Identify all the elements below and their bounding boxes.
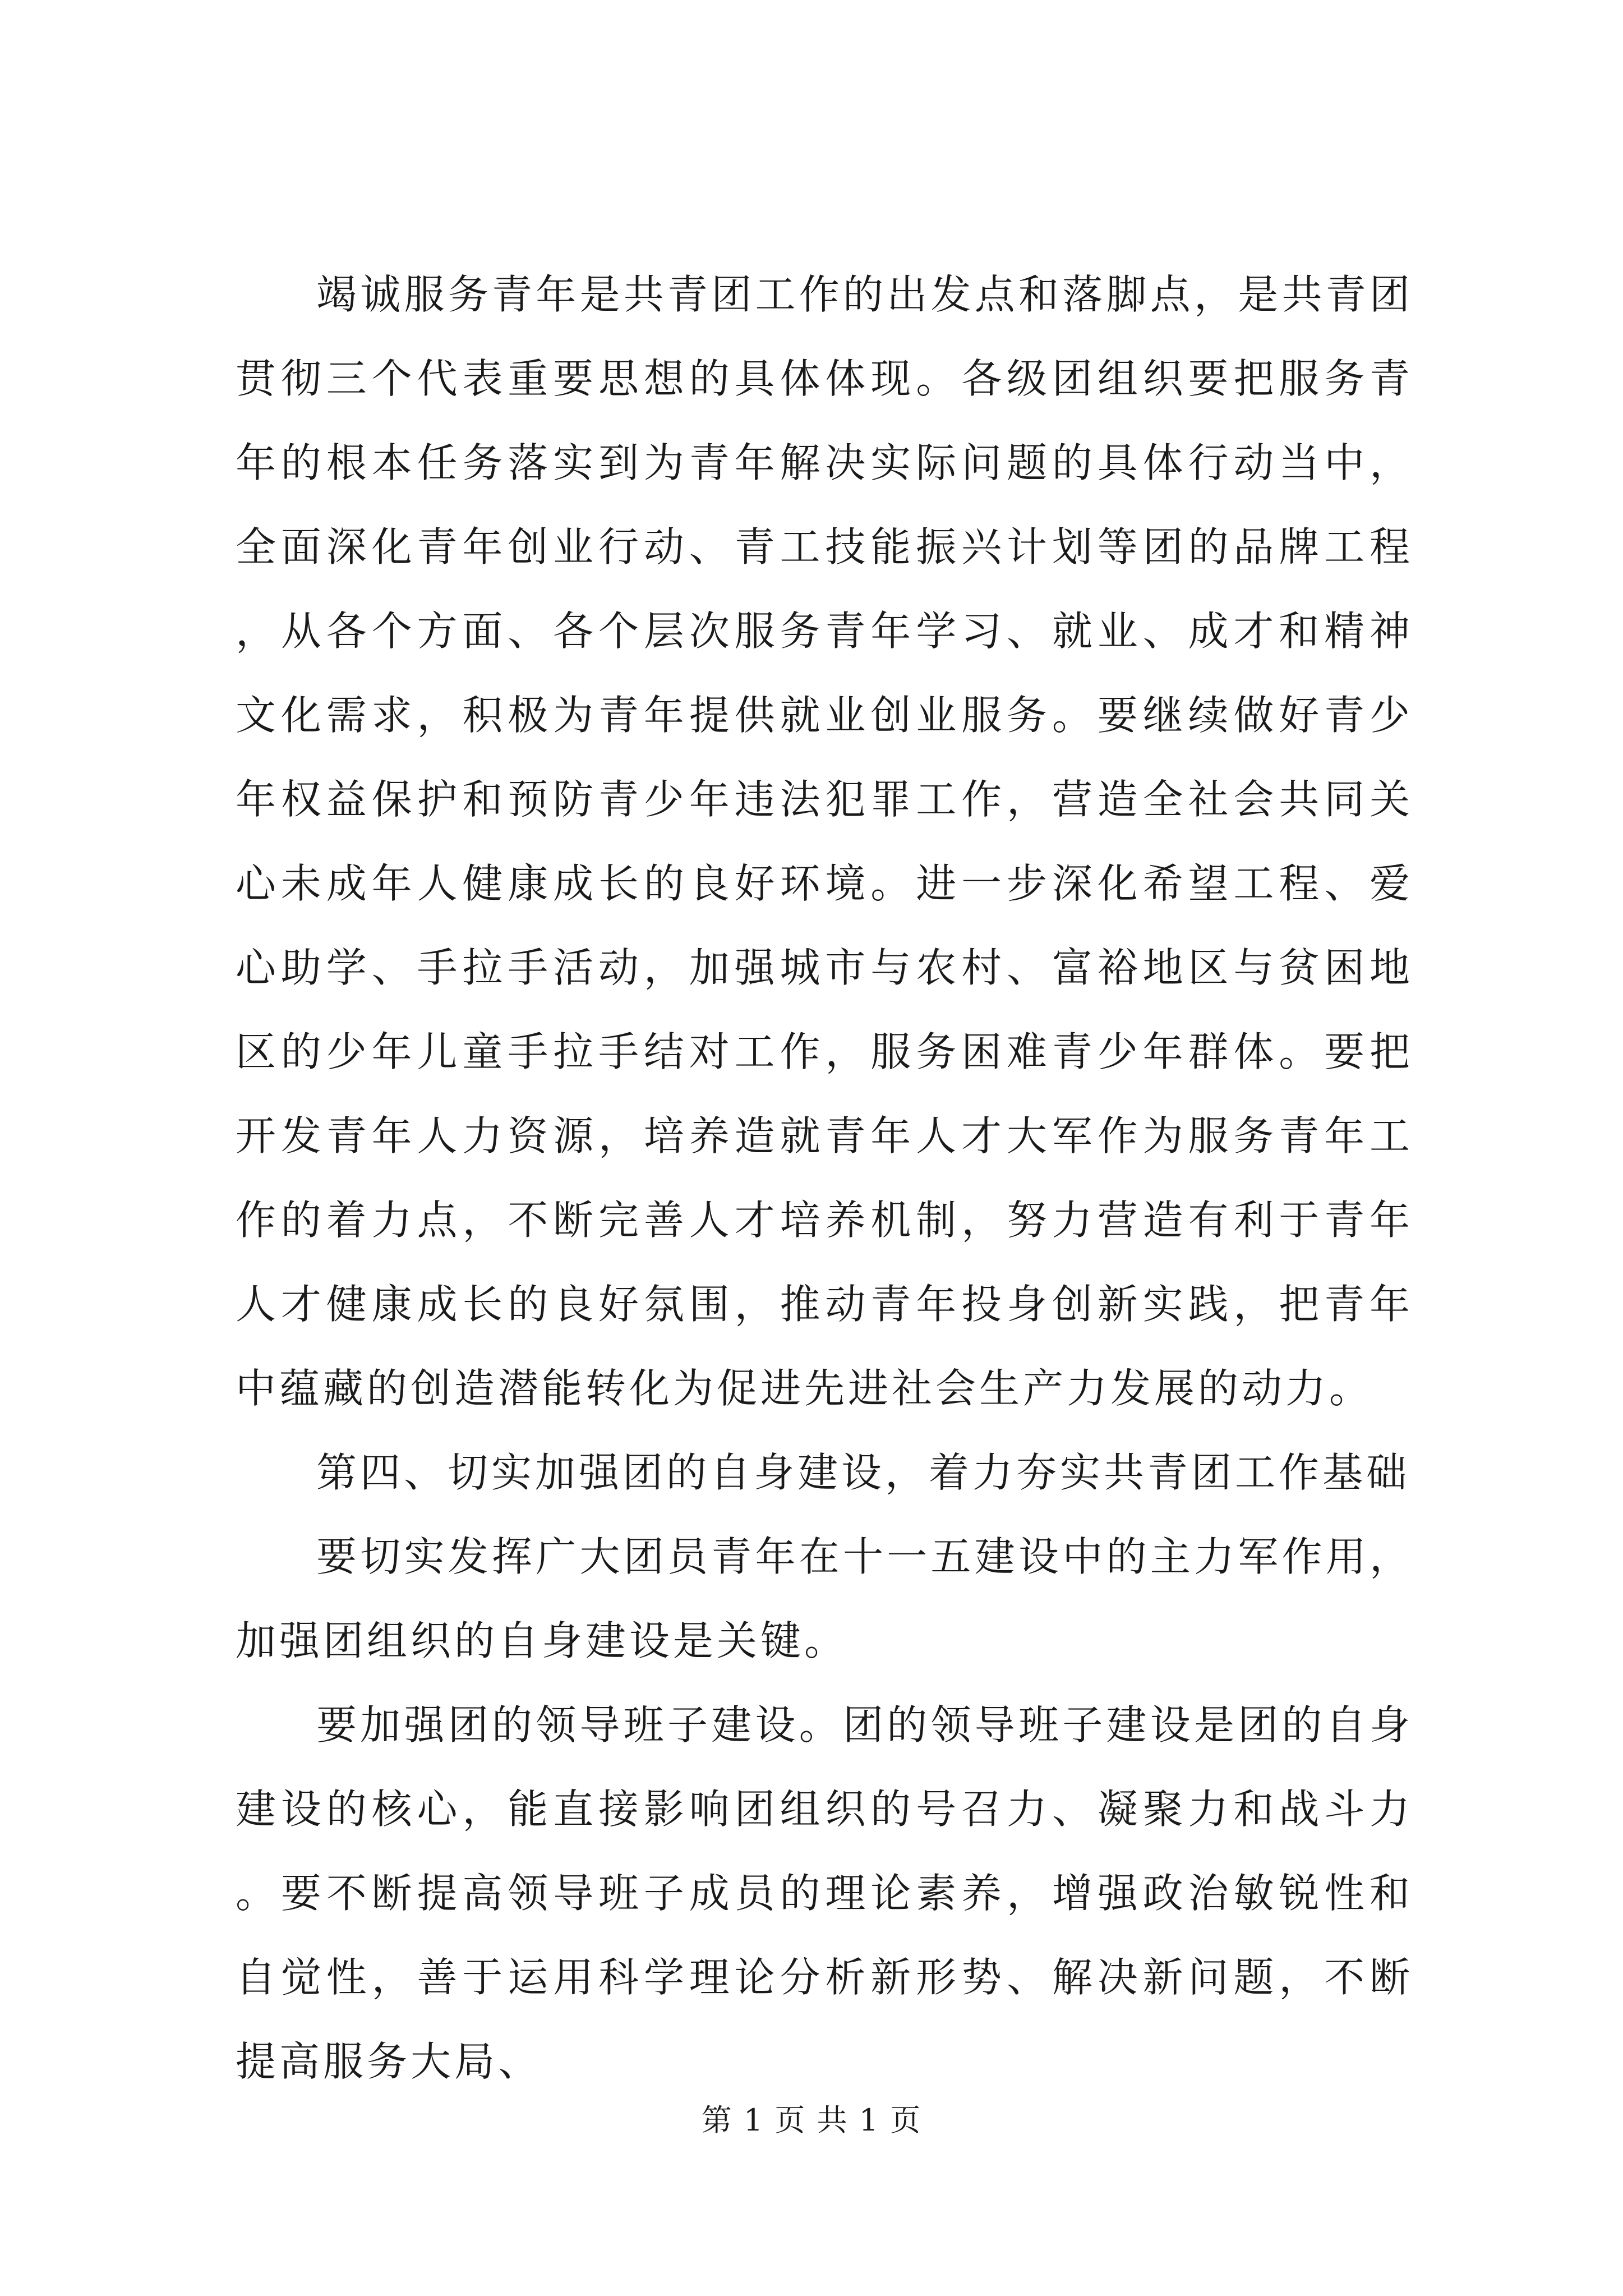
- body-paragraph-service-youth: 竭诚服务青年是共青团工作的出发点和落脚点，是共青团贯彻三个代表重要思想的具体体现。各级团组织要把服务青年的根本任务落实到为青年解决实际问题的具体行动当中，全面深化青年创业行动、青工技能振兴计划等团的品牌工程，从各个方面、各个层次服务青年学习、就业、成才和精神文化需求，积极为青年提供就业创业服务。要继续做好青少年权益保护和预防青少年违法犯罪工作，营造全社会共同关心未成年人健康成长的良好环境。进一步深化希望工程、爱心助学、手拉手活动，加强城市与农村、富裕地区与贫困地区的少年儿童手拉手结对工作，服务困难青少年群体。要把开发青年人力资源，培养造就青年人才大军作为服务青年工作的着力点，不断完善人才培养机制，努力营造有利于青年人才健康成长的良好氛围，推动青年投身创新实践，把青年中蕴藏的创造潜能转化为促进先进社会生产力发展的动力。: [236, 271, 1413, 1412]
- body-paragraph-self-building: 要切实发挥广大团员青年在十一五建设中的主力军作用，加强团组织的自身建设是关键。: [236, 1533, 1413, 1664]
- body-paragraph-leadership: 要加强团的领导班子建设。团的领导班子建设是团的自身建设的核心，能直接影响团组织的号召力、凝聚力和战斗力。要不断提高领导班子成员的理论素养，增强政治敏锐性和自觉性，善于运用科学理论分析新形势、解决新问题，不断提高服务大局、: [236, 1701, 1413, 2085]
- section-heading-four: 第四、切实加强团的自身建设，着力夯实共青团工作基础: [316, 1449, 1410, 1496]
- document-body: [236, 252, 1413, 2104]
- page-footer: 第 1 页 共 1 页: [701, 2102, 922, 2138]
